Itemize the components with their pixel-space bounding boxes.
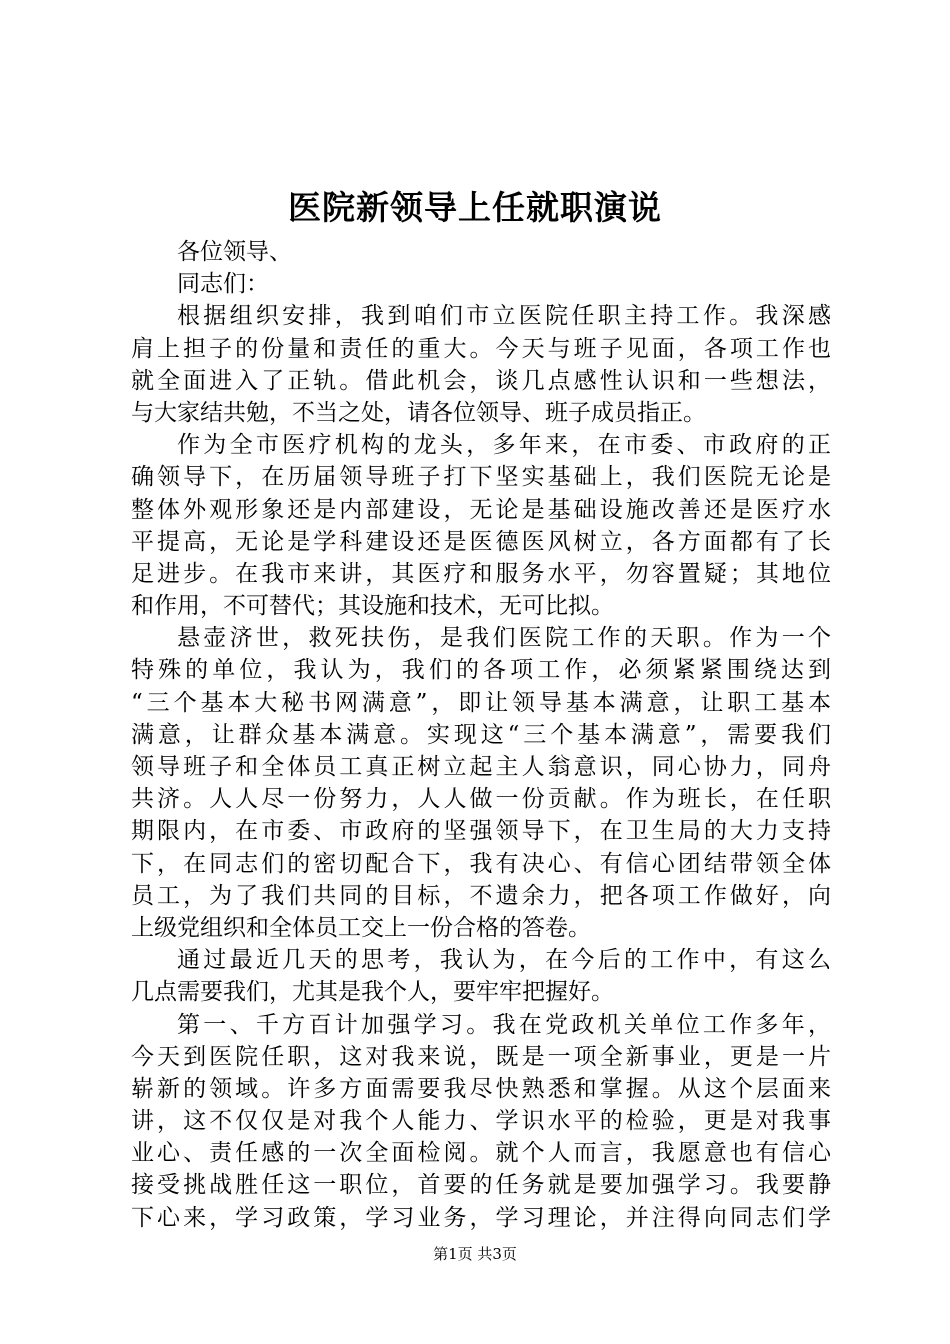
salutation-line: 各位领导、 — [177, 239, 292, 265]
paragraph-line: 悬壶济世，救死扶伤，是我们医院工作的天职。作为一个 — [177, 625, 831, 652]
salutation-line: 同志们： — [177, 271, 269, 298]
paragraph-line: 确领导下，在历届领导班子打下坚实基础上，我们医院无论是 — [131, 464, 831, 491]
paragraph-line: 通过最近几天的思考，我认为，在今后的工作中，有这么 — [177, 947, 831, 974]
paragraph-line: 与大家结共勉，不当之处，请各位领导、班子成员指正。 — [131, 399, 706, 426]
paragraph-line: 整体外观形象还是内部建设，无论是基础设施改善还是医疗水 — [131, 496, 831, 523]
paragraph-line: 满意，让群众基本满意。实现这“三个基本满意”，需要我们 — [131, 721, 831, 748]
paragraph-line: 第一、千方百计加强学习。我在党政机关单位工作多年， — [177, 1011, 831, 1038]
paragraph-line: 讲，这不仅仅是对我个人能力、学识水平的检验，更是对我事 — [131, 1108, 831, 1135]
paragraph-line: 特殊的单位，我认为，我们的各项工作，必须紧紧围绕达到 — [131, 657, 831, 684]
paragraph-line: 上级党组织和全体员工交上一份合格的答卷。 — [131, 914, 591, 941]
document-title: 医院新领导上任就职演说 — [288, 188, 662, 227]
paragraph-line: 业心、责任感的一次全面检阅。就个人而言，我愿意也有信心 — [131, 1140, 831, 1167]
paragraph-line: 几点需要我们，尤其是我个人，要牢牢把握好。 — [131, 979, 614, 1006]
document-body — [131, 236, 831, 1234]
paragraph-line: 员工，为了我们共同的目标，不遗余力，把各项工作做好，向 — [131, 882, 831, 909]
paragraph-line: 崭新的领域。许多方面需要我尽快熟悉和掌握。从这个层面来 — [131, 1075, 831, 1102]
paragraph-line: 下，在同志们的密切配合下，我有决心、有信心团结带领全体 — [131, 850, 831, 877]
paragraph-line: 肩上担子的份量和责任的重大。今天与班子见面，各项工作也 — [131, 335, 831, 362]
paragraph-line: 足进步。在我市来讲，其医疗和服务水平，勿容置疑；其地位 — [131, 560, 831, 587]
paragraph-line: “三个基本大秘书网满意”，即让领导基本满意，让职工基本 — [131, 689, 831, 716]
paragraph-line: 接受挑战胜任这一职位，首要的任务就是要加强学习。我要静 — [131, 1172, 831, 1199]
paragraph-line: 平提高，无论是学科建设还是医德医风树立，各方面都有了长 — [131, 528, 831, 555]
page-footer: 第1页 共3页 — [433, 1245, 517, 1263]
paragraph-line: 作为全市医疗机构的龙头，多年来，在市委、市政府的正 — [177, 432, 831, 459]
paragraph-line: 根据组织安排，我到咱们市立医院任职主持工作。我深感 — [177, 303, 831, 330]
paragraph-line: 今天到医院任职，这对我来说，既是一项全新事业，更是一片 — [131, 1043, 831, 1070]
paragraph-line: 和作用，不可替代；其设施和技术，无可比拟。 — [131, 593, 614, 620]
paragraph-line: 期限内，在市委、市政府的坚强领导下，在卫生局的大力支持 — [131, 818, 831, 845]
paragraph-line: 领导班子和全体员工真正树立起主人翁意识，同心协力，同舟 — [131, 754, 831, 780]
paragraph-line: 下心来，学习政策，学习业务，学习理论，并注得向同志们学 — [131, 1204, 831, 1231]
paragraph-line: 就全面进入了正轨。借此机会，谈几点感性认识和一些想法， — [131, 367, 831, 394]
paragraph-line: 共济。人人尽一份努力，人人做一份贡献。作为班长，在任职 — [131, 786, 831, 813]
